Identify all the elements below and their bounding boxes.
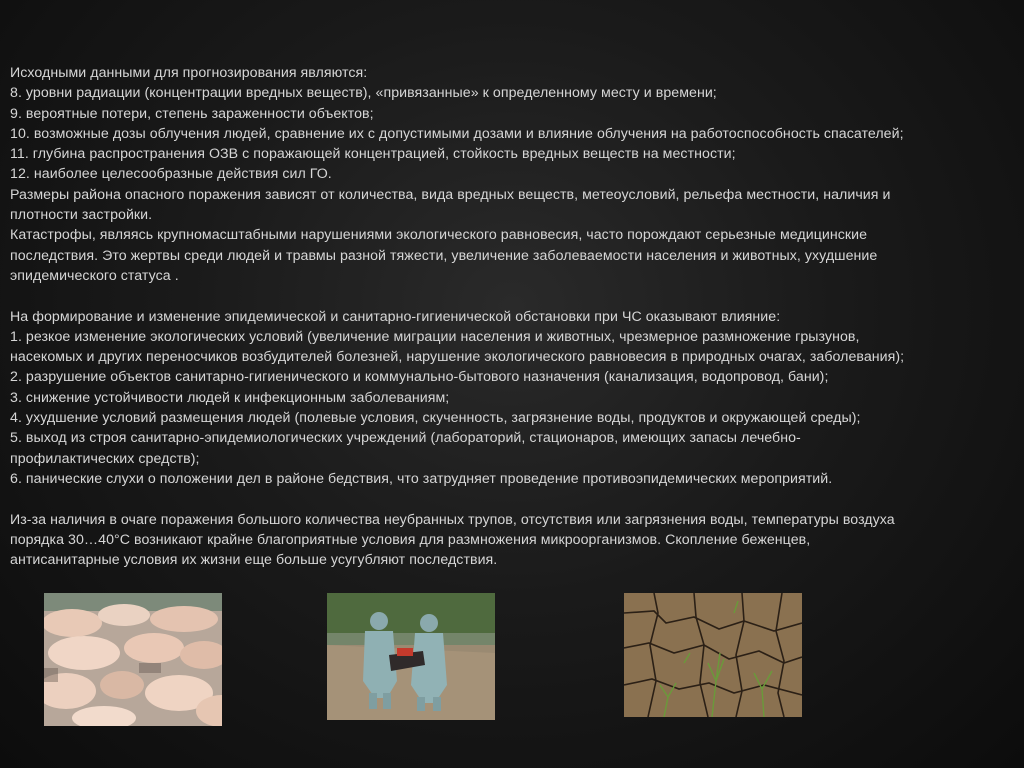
intro-line: Размеры района опасного поражения зависят от количества, вида вредных веществ, метеоусловий, рельефа местности, наличия и <box>10 186 891 203</box>
factors-line: 1. резкое изменение экологических условий (увеличение миграции населения и животных, чрезмерное размножение грызунов, <box>10 328 860 345</box>
factors-line: 2. разрушение объектов санитарно-гигиенического и коммунально-бытового назначения (канализация, водопровод, бани); <box>10 369 829 386</box>
pigs-photo <box>44 593 222 726</box>
slide-text <box>10 63 1015 570</box>
conclusion-line: Из-за наличия в очаге поражения большого количества неубранных трупов, отсутствия или загрязнения воды, температуры воздуха <box>10 511 895 528</box>
factors-line: профилактических средств); <box>10 450 200 467</box>
cracked-earth-photo <box>624 593 802 717</box>
paragraph-spacer <box>10 286 1015 306</box>
paragraph-spacer <box>10 489 1015 509</box>
factors-line: насекомых и других переносчиков возбудителей болезней, нарушение экологического равновесия в природных очагах, заболевания); <box>10 349 905 366</box>
intro-line: 12. наиболее целесообразные действия сил ГО. <box>10 166 332 183</box>
intro-line: эпидемического статуса . <box>10 267 179 284</box>
intro-line: последствия. Это жертвы среди людей и травмы разной тяжести, увеличение заболеваемости населения и животных, ухудшение <box>10 247 878 264</box>
factors-line: 5. выход из строя санитарно-эпидемиологических учреждений (лабораторий, стационаров, имеющих запасы лечебно- <box>10 430 801 447</box>
factors-line: 4. ухудшение условий размещения людей (полевые условия, скученность, загрязнение воды, продуктов и окружающей среды); <box>10 410 861 427</box>
intro-line: Исходными данными для прогнозирования являются: <box>10 65 368 81</box>
intro-line: 11. глубина распространения ОЗВ с поражающей концентрацией, стойкость вредных веществ на местности; <box>10 146 736 163</box>
conclusion-line: антисанитарные условия их жизни еще больше усугубляют последствия. <box>10 552 498 569</box>
intro-line: 10. возможные дозы облучения людей, сравнение их с допустимыми дозами и влияние облучения на работоспособность спасателей; <box>10 125 904 142</box>
factors-line: 6. панические слухи о положении дел в районе бедствия, что затрудняет проведение противоэпидемических мероприятий. <box>10 470 833 487</box>
conclusion-line: порядка 30…40°С возникают крайне благоприятные условия для размножения микроорганизмов. Скопление беженцев, <box>10 531 811 548</box>
factors-line: 3. снижение устойчивости людей к инфекционным заболеваниям; <box>10 389 450 406</box>
intro-line: плотности застройки. <box>10 207 153 224</box>
factors-line: На формирование и изменение эпидемической и санитарно-гигиенической обстановки при ЧС оказывают влияние: <box>10 308 781 325</box>
intro-line: 8. уровни радиации (концентрации вредных веществ), «привязанные» к определенному месту и времени; <box>10 85 717 102</box>
protective-suits-photo <box>327 593 495 720</box>
intro-line: Катастрофы, являясь крупномасштабными нарушениями экологического равновесия, часто порождают серьезные медицинские <box>10 227 868 244</box>
intro-line: 9. вероятные потери, степень зараженности объектов; <box>10 105 374 122</box>
